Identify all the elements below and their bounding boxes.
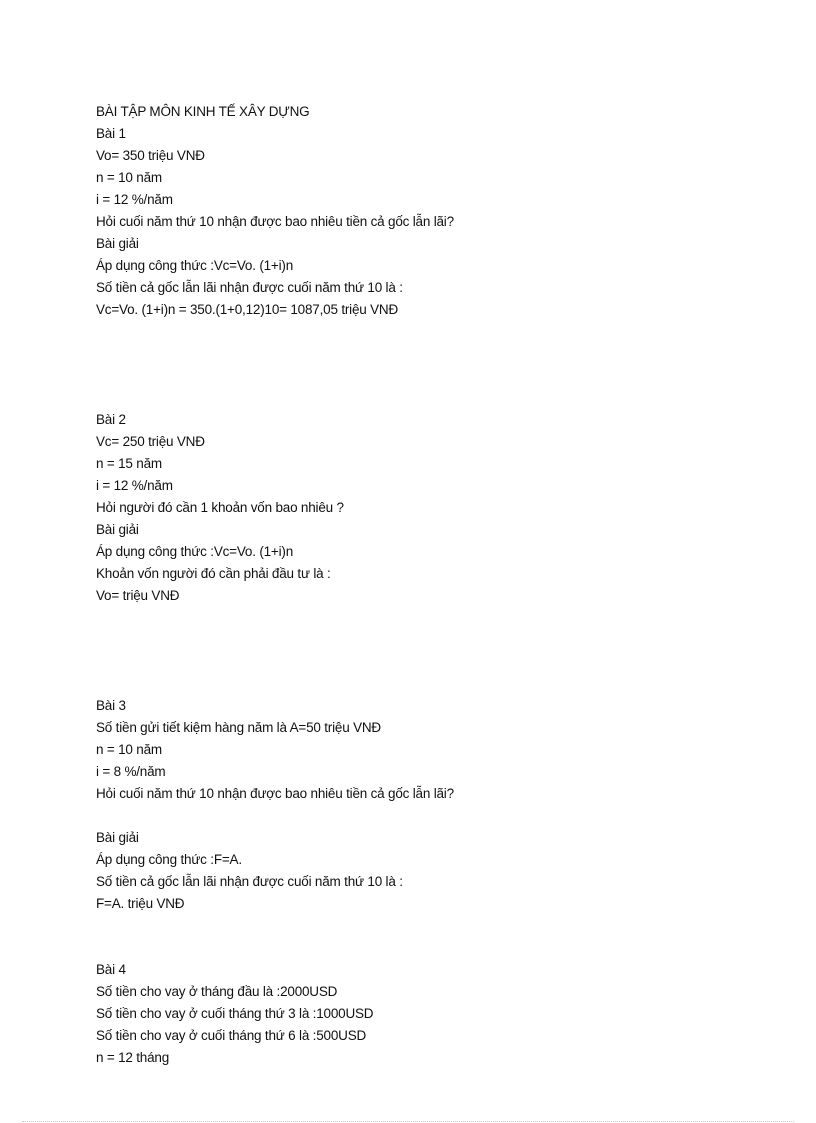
spacer xyxy=(96,607,736,629)
exercise-3-line: i = 8 %/năm xyxy=(96,764,166,779)
exercise-3-line: Số tiền cả gốc lẫn lãi nhận được cuối năm thứ 10 là : xyxy=(96,874,403,889)
exercise-1-result: Vc=Vo. (1+i)n = 350.(1+0,12)10= 1087,05 triệu VNĐ xyxy=(96,302,399,317)
exercise-2-question: Hỏi người đó cần 1 khoản vốn bao nhiêu ? xyxy=(96,500,344,515)
exercise-3-result: F=A. triệu VNĐ xyxy=(96,896,185,911)
document-body xyxy=(96,101,736,1069)
spacer xyxy=(96,673,736,695)
exercise-2-heading: Bài 2 xyxy=(96,412,126,427)
exercise-3-line: n = 10 năm xyxy=(96,742,162,757)
document-title: BÀI TẬP MÔN KINH TẾ XÂY DỰNG xyxy=(96,104,310,119)
exercise-2-line: Vc= 250 triệu VNĐ xyxy=(96,434,205,449)
exercise-2 xyxy=(96,409,736,607)
exercise-2-line: i = 12 %/năm xyxy=(96,478,173,493)
spacer xyxy=(96,387,736,409)
exercise-1-heading: Bài 1 xyxy=(96,126,126,141)
exercise-3 xyxy=(96,695,736,915)
exercise-1-question: Hỏi cuối năm thứ 10 nhận được bao nhiêu tiền cả gốc lẫn lãi? xyxy=(96,214,454,229)
exercise-3-formula: Áp dụng công thức :F=A. xyxy=(96,852,242,867)
spacer xyxy=(96,343,736,365)
spacer xyxy=(96,321,736,343)
exercise-2-solution-heading: Bài giải xyxy=(96,522,139,537)
exercise-2-result: Vo= triệu VNĐ xyxy=(96,588,180,603)
exercise-2-formula: Áp dụng công thức :Vc=Vo. (1+i)n xyxy=(96,544,294,559)
exercise-2-line: Khoản vốn người đó cần phải đầu tư là : xyxy=(96,566,331,581)
exercise-1-line: Số tiền cả gốc lẫn lãi nhận được cuối năm thứ 10 là : xyxy=(96,280,403,295)
exercise-1-line: n = 10 năm xyxy=(96,170,162,185)
exercise-4-line: n = 12 tháng xyxy=(96,1050,170,1065)
exercise-4-line: Số tiền cho vay ở cuối tháng thứ 6 là :500USD xyxy=(96,1028,367,1043)
exercise-4 xyxy=(96,959,736,1069)
exercise-4-line: Số tiền cho vay ở tháng đầu là :2000USD xyxy=(96,984,338,999)
exercise-4-heading: Bài 4 xyxy=(96,962,126,977)
spacer xyxy=(96,365,736,387)
spacer xyxy=(96,937,736,959)
spacer xyxy=(96,629,736,651)
page-bottom-divider xyxy=(22,1121,794,1122)
exercise-2-line: n = 15 năm xyxy=(96,456,162,471)
exercise-1-formula: Áp dụng công thức :Vc=Vo. (1+i)n xyxy=(96,258,294,273)
exercise-1-line: i = 12 %/năm xyxy=(96,192,173,207)
exercise-1-solution-heading: Bài giải xyxy=(96,236,139,251)
exercise-1 xyxy=(96,123,736,321)
exercise-1-line: Vo= 350 triệu VNĐ xyxy=(96,148,205,163)
exercise-3-line: Số tiền gửi tiết kiệm hàng năm là A=50 triệu VNĐ xyxy=(96,720,381,735)
exercise-3-question: Hỏi cuối năm thứ 10 nhận được bao nhiêu tiền cả gốc lẫn lãi? xyxy=(96,786,454,801)
spacer xyxy=(96,651,736,673)
spacer xyxy=(96,915,736,937)
spacer xyxy=(96,805,736,827)
exercise-4-line: Số tiền cho vay ở cuối tháng thứ 3 là :1000USD xyxy=(96,1006,374,1021)
exercise-3-heading: Bài 3 xyxy=(96,698,126,713)
exercise-3-solution-heading: Bài giải xyxy=(96,830,139,845)
